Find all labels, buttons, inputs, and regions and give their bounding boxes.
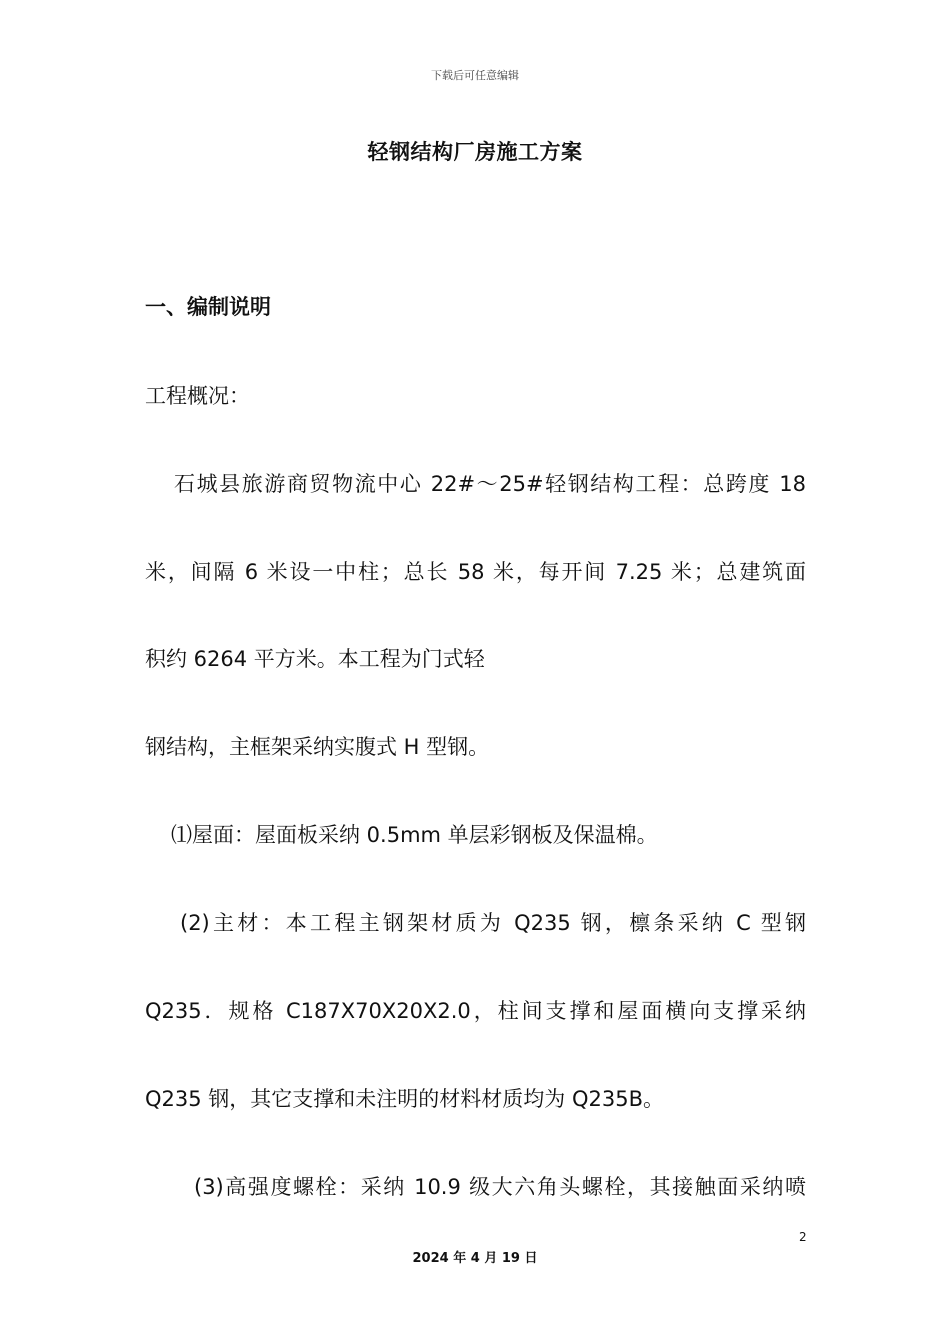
page-footer-date: 2024 年 4 月 19 日 [412,1251,538,1266]
paragraph-line: 钢结构，主框架采纳实腹式 H 型钢。 [145,735,490,759]
page-number: 2 [799,1230,807,1244]
document-title: 轻钢结构厂房施工方案 [367,140,583,164]
page-header-note: 下载后可任意编辑 [431,69,519,82]
paragraph-line: (3)高强度螺栓：采纳 10.9 级大六角头螺栓，其接触面采纳喷 [194,1175,806,1199]
subheading: 工程概况： [145,384,250,408]
paragraph-line: 积约 6264 平方米。本工程为门式轻 [145,647,485,671]
paragraph-line: 米，间隔 6 米设一中柱；总长 58 米，每开间 7.25 米；总建筑面 [145,560,806,584]
section-heading: 一、编制说明 [145,295,271,319]
paragraph-line: Q235．规格 C187X70X20X2.0，柱间支撑和屋面横向支撑采纳 [145,999,806,1023]
paragraph-line: Q235 钢，其它支撑和未注明的材料材质均为 Q235B。 [145,1087,664,1111]
paragraph-line: (2)主材：本工程主钢架材质为 Q235 钢，檩条采纳 C 型钢 [180,911,806,935]
paragraph-line: ⑴屋面：屋面板采纳 0.5mm 单层彩钢板及保温棉。 [171,823,658,847]
paragraph-line: 石城县旅游商贸物流中心 22#～25#轻钢结构工程：总跨度 18 [174,472,806,496]
